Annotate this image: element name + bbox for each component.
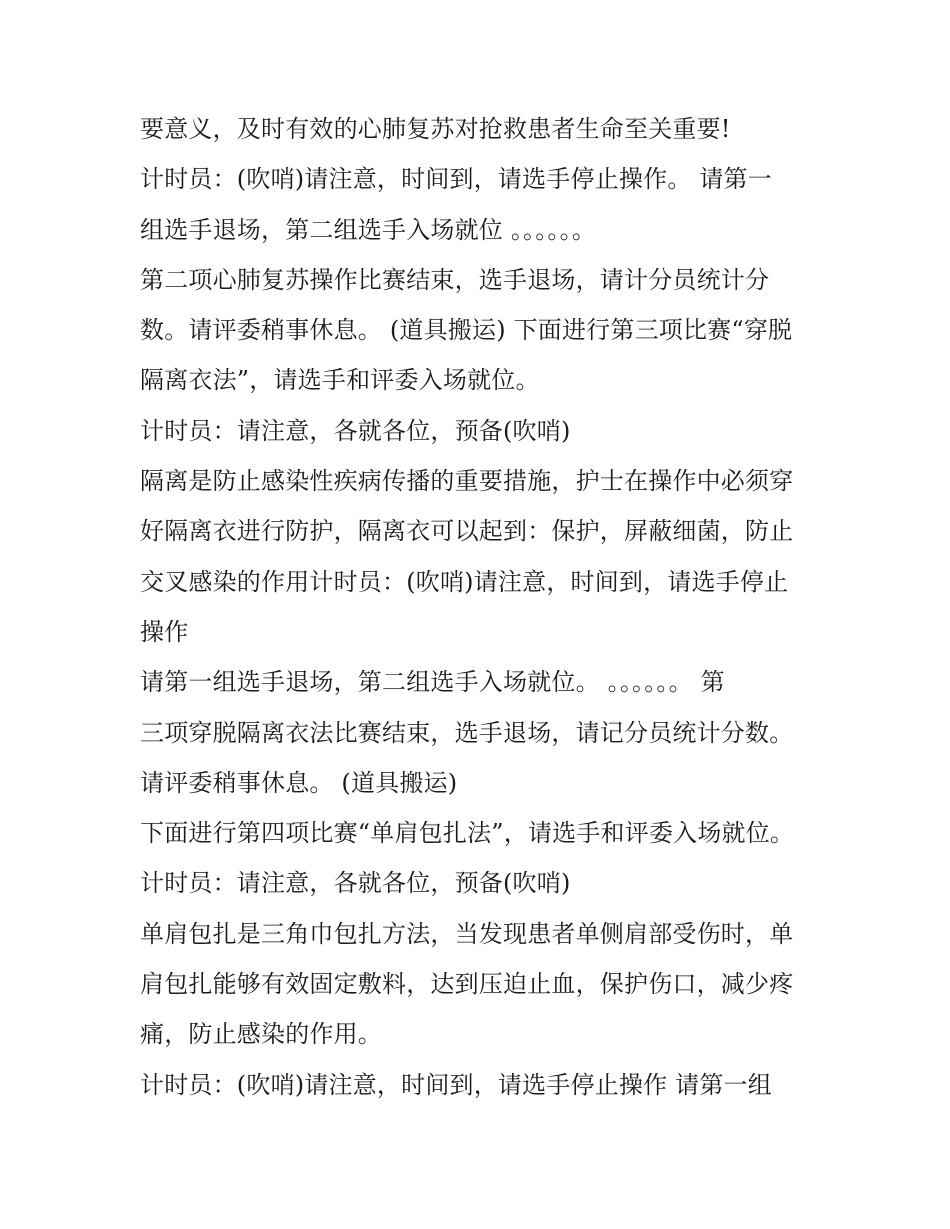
text-line: 请评委稍事休息。 (道具搬运) (140, 768, 458, 797)
text-line: 要意义，及时有效的心肺复苏对抢救患者生命至关重要! (140, 115, 731, 143)
text-line: 计时员：请注意，各就各位，预备(吹哨) (140, 416, 571, 445)
text-line: 交叉感染的作用计时员：(吹哨)请注意，时间到，请选手停止 (140, 567, 789, 596)
text-line: 计时员：(吹哨)请注意，时间到，请选手停止操作。 请第一 (140, 165, 772, 194)
text-line: 第二项心肺复苏操作比赛结束，选手退场，请计分员统计分 (140, 265, 770, 294)
text-line: 组选手退场，第二组选手入场就位 。。。。。。 (140, 215, 597, 244)
text-line: 三项穿脱隔离衣法比赛结束，选手退场，请记分员统计分数。 (140, 718, 794, 747)
text-line: 下面进行第四项比赛“单肩包扎法”，请选手和评委入场就位。 (140, 819, 795, 848)
text-line: 痛，防止感染的作用。 (140, 1020, 382, 1049)
text-line: 请第一组选手退场，第二组选手入场就位。 。。。。。。 第 (140, 668, 725, 697)
text-line: 隔离是防止感染性疾病传播的重要措施，护士在操作中必须穿 (140, 467, 794, 496)
document-body (140, 104, 820, 1110)
text-line: 好隔离衣进行防护，隔离衣可以起到：保护，屏蔽细菌，防止 (140, 517, 794, 546)
text-line: 肩包扎能够有效固定敷料，达到压迫止血，保护伤口，减少疼 (140, 970, 794, 999)
text-line: 操作 (140, 617, 189, 646)
text-line: 计时员：请注意，各就各位，预备(吹哨) (140, 869, 571, 898)
text-line: 单肩包扎是三角巾包扎方法，当发现患者单侧肩部受伤时，单 (140, 919, 794, 948)
text-line: 数。请评委稍事休息。 (道具搬运) 下面进行第三项比赛“穿脱 (140, 316, 793, 345)
text-line: 计时员：(吹哨)请注意，时间到，请选手停止操作 请第一组 (140, 1070, 772, 1099)
text-line: 隔离衣法”，请选手和评委入场就位。 (140, 366, 540, 395)
